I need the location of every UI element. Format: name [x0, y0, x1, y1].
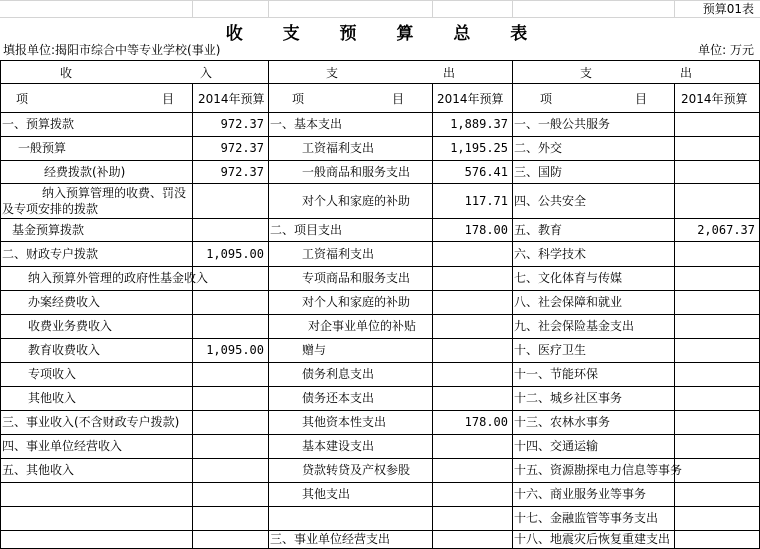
grid-line [674, 0, 675, 17]
table-row-value: 1,889.37 [450, 117, 508, 131]
form-code: 预算01表 [702, 2, 754, 16]
table-row-label: 基本建设支出 [302, 439, 375, 453]
header-item-right: 目 [162, 92, 175, 106]
table-row-label: 十、医疗卫生 [514, 343, 587, 357]
table-row-label: 七、文化体育与传媒 [514, 271, 623, 285]
table-row-label: 十四、交通运输 [514, 439, 599, 453]
grid-line [0, 434, 760, 435]
header-item-left: 项 [540, 92, 553, 106]
table-row-value: 972.37 [220, 165, 264, 179]
currency-unit: 单位: 万元 [698, 43, 754, 57]
table-row-label: 二、财政专户拨款 [2, 247, 99, 261]
table-row-label: 十七、金融监管等事务支出 [514, 511, 659, 525]
header-item-right: 目 [635, 92, 648, 106]
grid-line [0, 112, 760, 113]
table-row-value: 1,195.25 [450, 141, 508, 155]
grid-line [268, 60, 269, 83]
grid-line [0, 266, 760, 267]
table-row-label: 一、一般公共服务 [514, 117, 611, 131]
table-row-label: 二、外交 [514, 141, 563, 155]
table-row-value: 178.00 [464, 223, 508, 237]
table-row-label: 九、社会保险基金支出 [514, 319, 635, 333]
table-row-label: 一般预算 [18, 141, 67, 155]
table-row-value: 1,095.00 [206, 247, 264, 261]
table-row-label: 四、事业单位经营收入 [2, 439, 123, 453]
table-row-value: 117.71 [464, 194, 508, 208]
header-budget: 2014年预算 [437, 92, 504, 106]
header-expense-left: 支 [326, 66, 339, 80]
grid-line [0, 218, 760, 219]
grid-line [0, 83, 1, 548]
grid-line [512, 83, 513, 548]
grid-line [0, 183, 760, 184]
grid-line [432, 0, 433, 17]
table-row-label: 对个人和家庭的补助 [302, 295, 411, 309]
table-row-label: 办案经费收入 [28, 295, 101, 309]
table-row-label: 工资福利支出 [302, 247, 375, 261]
table-row-label: 十三、农林水事务 [514, 415, 611, 429]
header-item-right: 目 [392, 92, 405, 106]
table-row-label: 贷款转贷及产权参股 [302, 463, 411, 477]
table-row-label: 五、教育 [514, 223, 563, 237]
reporting-unit: 填报单位:揭阳市综合中等专业学校(事业) [3, 43, 221, 57]
table-row-label: 一、预算拨款 [2, 117, 75, 131]
page-title: 收 支 预 算 总 表 [225, 24, 545, 44]
table-row-label: 四、公共安全 [514, 194, 587, 208]
table-row-label: 一、基本支出 [270, 117, 343, 131]
header-income-right: 入 [200, 66, 213, 80]
table-row-label: 二、项目支出 [270, 223, 343, 237]
table-row-label: 经费拨款(补助) [44, 165, 126, 179]
table-row-label: 三、事业收入(不含财政专户拨款) [2, 415, 180, 429]
grid-line [0, 241, 760, 242]
table-row-value: 972.37 [220, 141, 264, 155]
grid-line [192, 0, 193, 17]
header-income-left: 收 [60, 66, 73, 80]
table-row-label: 其他资本性支出 [302, 415, 387, 429]
grid-line [268, 83, 269, 548]
grid-line [0, 530, 760, 531]
table-row-label: 十六、商业服务业等事务 [514, 487, 647, 501]
table-row-value: 1,095.00 [206, 343, 264, 357]
table-row-label: 赠与 [302, 343, 327, 357]
grid-line [0, 362, 760, 363]
table-row-label: 纳入预算外管理的政府性基金收入 [28, 271, 209, 285]
header-item-left: 项 [292, 92, 305, 106]
grid-line [512, 60, 513, 83]
grid-line [0, 506, 760, 507]
table-row-label: 三、事业单位经营支出 [270, 532, 391, 546]
table-row-label: 教育收费收入 [28, 343, 101, 357]
header-function-right: 出 [680, 66, 693, 80]
table-row-value: 576.41 [464, 165, 508, 179]
table-row-label: 其他支出 [302, 487, 351, 501]
grid-line [0, 482, 760, 483]
grid-line [0, 60, 1, 83]
grid-line [0, 290, 760, 291]
table-row-label: 债务还本支出 [302, 391, 375, 405]
table-row-label: 收费业务费收入 [28, 319, 113, 333]
grid-line [0, 160, 760, 161]
grid-line [268, 0, 269, 17]
grid-line [0, 60, 760, 61]
grid-line [512, 0, 513, 17]
grid-line [0, 314, 760, 315]
table-row-label: 十二、城乡社区事务 [514, 391, 623, 405]
table-row-label: 其他收入 [28, 391, 77, 405]
table-row-label: 纳入预算管理的收费、罚没及专项安排的拨款 [2, 186, 187, 216]
header-item-left: 项 [16, 92, 29, 106]
table-row-label: 专项收入 [28, 367, 77, 381]
table-row-value: 2,067.37 [697, 223, 755, 237]
table-row-label: 十八、地震灾后恢复重建支出 [514, 532, 671, 546]
table-row-label: 工资福利支出 [302, 141, 375, 155]
table-row-label: 对个人和家庭的补助 [302, 194, 411, 208]
grid-line [0, 410, 760, 411]
table-row-label: 五、其他收入 [2, 463, 75, 477]
table-row-value: 972.37 [220, 117, 264, 131]
table-row-label: 八、社会保障和就业 [514, 295, 623, 309]
table-row-label: 六、科学技术 [514, 247, 587, 261]
grid-line [0, 386, 760, 387]
grid-line [0, 17, 760, 18]
table-row-label: 十一、节能环保 [514, 367, 599, 381]
table-row-label: 对企事业单位的补贴 [308, 319, 417, 333]
grid-line [0, 83, 760, 84]
grid-line [674, 83, 675, 548]
header-expense-right: 出 [443, 66, 456, 80]
table-row-label: 一般商品和服务支出 [302, 165, 411, 179]
header-budget: 2014年预算 [198, 92, 265, 106]
table-row-label: 债务利息支出 [302, 367, 375, 381]
grid-line [0, 136, 760, 137]
grid-line [0, 458, 760, 459]
table-row-label: 三、国防 [514, 165, 563, 179]
table-row-label: 基金预算拨款 [12, 223, 85, 237]
header-budget: 2014年预算 [681, 92, 748, 106]
grid-line [0, 0, 760, 1]
table-row-value: 178.00 [464, 415, 508, 429]
header-function-left: 支 [580, 66, 593, 80]
table-row-label: 十五、资源勘探电力信息等事务 [514, 463, 683, 477]
grid-line [0, 338, 760, 339]
table-row-label: 专项商品和服务支出 [302, 271, 411, 285]
